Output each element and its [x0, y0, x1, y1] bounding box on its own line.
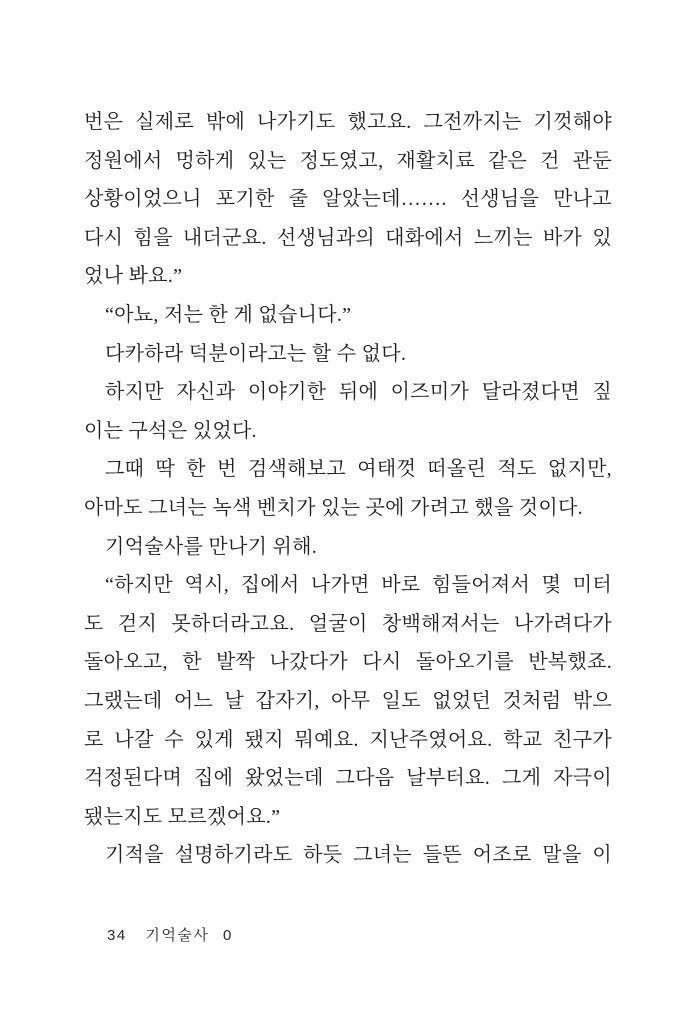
- text-line: “하지만 역시, 집에서 나가면 바로 힘들어져서 몇 미터: [105, 574, 612, 597]
- text-line: 상황이었으니 포기한 줄 알았는데……. 선생님을 만나고: [84, 188, 612, 211]
- text-line: 었나 봐요.”: [84, 265, 183, 288]
- text-line: 하지만 자신과 이야기한 뒤에 이즈미가 달라졌다면 짚: [105, 381, 612, 404]
- text-line: “아뇨, 저는 한 게 없습니다.”: [105, 303, 352, 326]
- text-line: 걱정된다며 집에 왔었는데 그다음 날부터요. 그게 자극이: [84, 767, 612, 790]
- text-line: 그랬는데 어느 날 갑자기, 아무 일도 없었던 것처럼 밖으: [84, 689, 612, 712]
- page-text-block: [84, 103, 612, 875]
- text-line: 로 나갈 수 있게 됐지 뭐예요. 지난주였어요. 학교 친구가: [84, 728, 612, 751]
- text-line: 번은 실제로 밖에 나가기도 했고요. 그전까지는 기껏해야: [84, 111, 612, 133]
- text-line: 도 걷지 못하더라고요. 얼굴이 창백해져서는 나가려다가: [84, 612, 612, 635]
- page-number: 34: [107, 927, 127, 944]
- text-line: 정원에서 멍하게 있는 정도였고, 재활치료 같은 건 관둔: [84, 149, 612, 172]
- text-line: 아마도 그녀는 녹색 벤치가 있는 곳에 가려고 했을 것이다.: [84, 496, 583, 519]
- text-line: 다카하라 덕분이라고는 할 수 없다.: [105, 342, 407, 365]
- text-line: 기억술사를 만나기 위해.: [105, 535, 318, 558]
- text-line: 그때 딱 한 번 검색해보고 여태껏 떠올린 적도 없지만,: [105, 458, 612, 481]
- text-line: 됐는지도 모르겠어요.”: [84, 805, 281, 828]
- text-line: 기적을 설명하기라도 하듯 그녀는 들뜬 어조로 말을 이: [105, 844, 612, 867]
- book-title: 기억술사: [145, 927, 210, 944]
- text-line: 이는 구석은 있었다.: [84, 419, 257, 442]
- text-line: 돌아오고, 한 발짝 나갔다가 다시 돌아오기를 반복했죠.: [84, 651, 612, 674]
- page-footer: [107, 924, 233, 945]
- volume-number: 0: [223, 927, 233, 944]
- text-line: 다시 힘을 내더군요. 선생님과의 대화에서 느끼는 바가 있: [84, 226, 612, 249]
